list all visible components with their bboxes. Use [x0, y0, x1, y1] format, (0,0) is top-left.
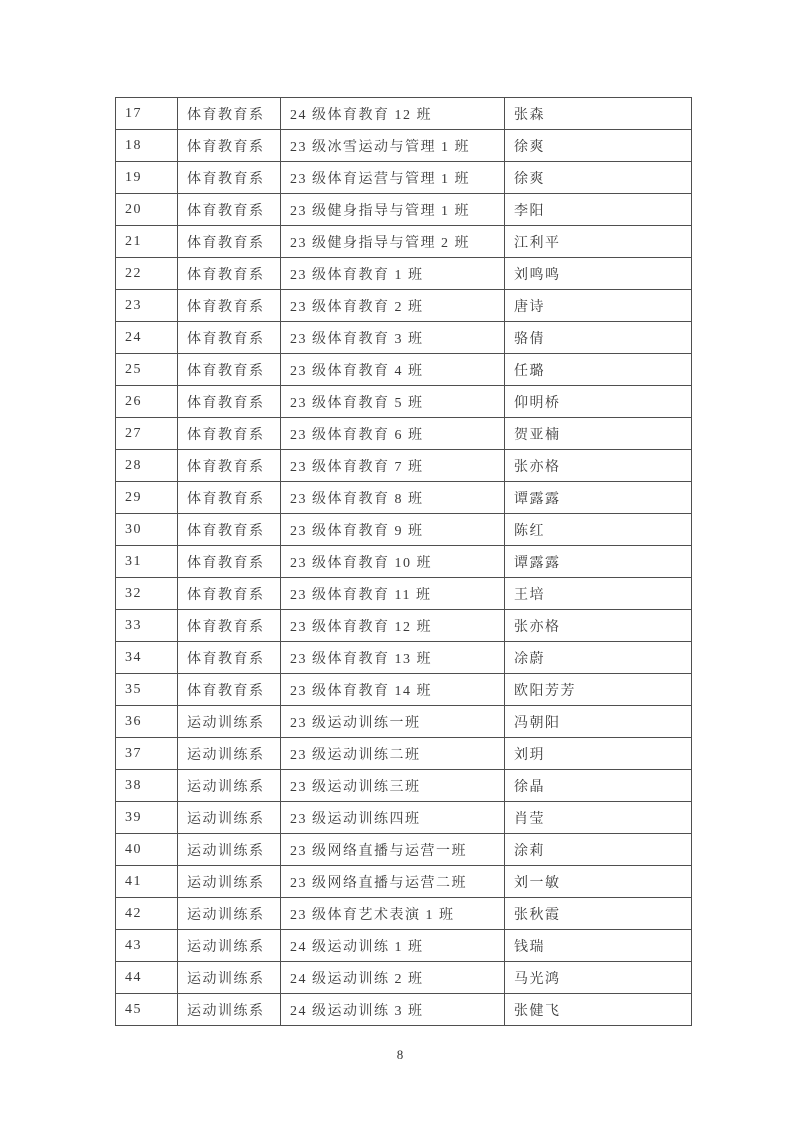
table-row: [116, 322, 692, 354]
cell-person-name: 骆倩: [505, 322, 692, 354]
cell-row-number: 38: [116, 770, 178, 802]
cell-person-name: 李阳: [505, 194, 692, 226]
table-row: [116, 930, 692, 962]
cell-class-name: 23 级体育教育 3 班: [281, 322, 505, 354]
cell-row-number: 39: [116, 802, 178, 834]
cell-class-name: 23 级运动训练二班: [281, 738, 505, 770]
cell-department: 体育教育系: [178, 226, 281, 258]
table-row: [116, 418, 692, 450]
cell-department: 体育教育系: [178, 258, 281, 290]
cell-person-name: 冯朝阳: [505, 706, 692, 738]
cell-row-number: 35: [116, 674, 178, 706]
table-row: [116, 578, 692, 610]
table-row: [116, 962, 692, 994]
cell-department: 运动训练系: [178, 802, 281, 834]
cell-class-name: 23 级体育艺术表演 1 班: [281, 898, 505, 930]
cell-class-name: 23 级网络直播与运营二班: [281, 866, 505, 898]
cell-class-name: 23 级体育教育 11 班: [281, 578, 505, 610]
table-row: [116, 354, 692, 386]
cell-class-name: 23 级体育教育 9 班: [281, 514, 505, 546]
cell-person-name: 任璐: [505, 354, 692, 386]
cell-department: 体育教育系: [178, 354, 281, 386]
cell-person-name: 徐爽: [505, 130, 692, 162]
cell-class-name: 23 级体育教育 6 班: [281, 418, 505, 450]
cell-class-name: 23 级体育教育 10 班: [281, 546, 505, 578]
cell-person-name: 凃蔚: [505, 642, 692, 674]
cell-department: 体育教育系: [178, 578, 281, 610]
cell-department: 体育教育系: [178, 450, 281, 482]
cell-class-name: 23 级体育运营与管理 1 班: [281, 162, 505, 194]
cell-person-name: 欧阳芳芳: [505, 674, 692, 706]
cell-department: 体育教育系: [178, 194, 281, 226]
table-row: [116, 770, 692, 802]
cell-class-name: 23 级健身指导与管理 1 班: [281, 194, 505, 226]
cell-class-name: 23 级体育教育 7 班: [281, 450, 505, 482]
cell-person-name: 江利平: [505, 226, 692, 258]
table-row: [116, 514, 692, 546]
cell-person-name: 刘玥: [505, 738, 692, 770]
cell-row-number: 29: [116, 482, 178, 514]
cell-row-number: 41: [116, 866, 178, 898]
cell-person-name: 涂莉: [505, 834, 692, 866]
cell-department: 体育教育系: [178, 322, 281, 354]
cell-row-number: 19: [116, 162, 178, 194]
cell-row-number: 42: [116, 898, 178, 930]
cell-class-name: 23 级体育教育 5 班: [281, 386, 505, 418]
cell-row-number: 45: [116, 994, 178, 1026]
cell-person-name: 谭露露: [505, 482, 692, 514]
cell-person-name: 刘鸣鸣: [505, 258, 692, 290]
page-number: 8: [396, 1047, 404, 1062]
cell-class-name: 24 级体育教育 12 班: [281, 98, 505, 130]
cell-class-name: 23 级体育教育 13 班: [281, 642, 505, 674]
cell-class-name: 23 级冰雪运动与管理 1 班: [281, 130, 505, 162]
cell-class-name: 24 级运动训练 1 班: [281, 930, 505, 962]
cell-department: 体育教育系: [178, 546, 281, 578]
cell-person-name: 谭露露: [505, 546, 692, 578]
cell-class-name: 23 级网络直播与运营一班: [281, 834, 505, 866]
cell-row-number: 37: [116, 738, 178, 770]
cell-person-name: 张亦格: [505, 610, 692, 642]
cell-class-name: 23 级体育教育 14 班: [281, 674, 505, 706]
cell-person-name: 贺亚楠: [505, 418, 692, 450]
cell-department: 体育教育系: [178, 482, 281, 514]
cell-person-name: 马光鸿: [505, 962, 692, 994]
cell-class-name: 23 级体育教育 12 班: [281, 610, 505, 642]
cell-row-number: 20: [116, 194, 178, 226]
cell-class-name: 24 级运动训练 3 班: [281, 994, 505, 1026]
cell-row-number: 44: [116, 962, 178, 994]
cell-row-number: 18: [116, 130, 178, 162]
cell-row-number: 36: [116, 706, 178, 738]
cell-department: 运动训练系: [178, 834, 281, 866]
cell-department: 运动训练系: [178, 770, 281, 802]
table-row: [116, 802, 692, 834]
table-row: [116, 194, 692, 226]
cell-department: 运动训练系: [178, 866, 281, 898]
cell-row-number: 43: [116, 930, 178, 962]
roster-table: [115, 97, 692, 1026]
cell-class-name: 23 级运动训练三班: [281, 770, 505, 802]
table-row: [116, 546, 692, 578]
table-row: [116, 98, 692, 130]
cell-department: 运动训练系: [178, 994, 281, 1026]
table-row: [116, 738, 692, 770]
table-row: [116, 386, 692, 418]
cell-row-number: 40: [116, 834, 178, 866]
table-row: [116, 258, 692, 290]
cell-department: 体育教育系: [178, 610, 281, 642]
cell-person-name: 徐爽: [505, 162, 692, 194]
cell-department: 体育教育系: [178, 674, 281, 706]
cell-person-name: 肖莹: [505, 802, 692, 834]
cell-person-name: 张秋霞: [505, 898, 692, 930]
cell-department: 运动训练系: [178, 706, 281, 738]
cell-person-name: 仰明桥: [505, 386, 692, 418]
cell-department: 体育教育系: [178, 162, 281, 194]
cell-class-name: 23 级体育教育 1 班: [281, 258, 505, 290]
cell-row-number: 22: [116, 258, 178, 290]
table-row: [116, 706, 692, 738]
table-row: [116, 610, 692, 642]
cell-row-number: 17: [116, 98, 178, 130]
table-row: [116, 994, 692, 1026]
cell-class-name: 23 级健身指导与管理 2 班: [281, 226, 505, 258]
cell-person-name: 徐晶: [505, 770, 692, 802]
cell-person-name: 陈红: [505, 514, 692, 546]
cell-department: 体育教育系: [178, 386, 281, 418]
cell-class-name: 23 级体育教育 4 班: [281, 354, 505, 386]
cell-department: 运动训练系: [178, 738, 281, 770]
table-row: [116, 866, 692, 898]
cell-row-number: 30: [116, 514, 178, 546]
table-row: [116, 482, 692, 514]
cell-row-number: 32: [116, 578, 178, 610]
table-row: [116, 162, 692, 194]
cell-row-number: 21: [116, 226, 178, 258]
cell-department: 体育教育系: [178, 290, 281, 322]
cell-person-name: 王培: [505, 578, 692, 610]
cell-department: 体育教育系: [178, 98, 281, 130]
table-row: [116, 834, 692, 866]
roster-table-body: [116, 98, 692, 1026]
cell-person-name: 唐诗: [505, 290, 692, 322]
table-row: [116, 290, 692, 322]
cell-row-number: 28: [116, 450, 178, 482]
cell-department: 体育教育系: [178, 642, 281, 674]
table-row: [116, 450, 692, 482]
cell-department: 体育教育系: [178, 130, 281, 162]
cell-department: 体育教育系: [178, 514, 281, 546]
cell-row-number: 24: [116, 322, 178, 354]
cell-department: 体育教育系: [178, 418, 281, 450]
cell-class-name: 23 级体育教育 8 班: [281, 482, 505, 514]
cell-person-name: 张森: [505, 98, 692, 130]
table-row: [116, 898, 692, 930]
cell-person-name: 钱瑞: [505, 930, 692, 962]
cell-row-number: 31: [116, 546, 178, 578]
table-row: [116, 674, 692, 706]
cell-row-number: 26: [116, 386, 178, 418]
table-row: [116, 642, 692, 674]
cell-class-name: 23 级运动训练四班: [281, 802, 505, 834]
cell-department: 运动训练系: [178, 962, 281, 994]
cell-class-name: 23 级体育教育 2 班: [281, 290, 505, 322]
cell-person-name: 张亦格: [505, 450, 692, 482]
cell-department: 运动训练系: [178, 930, 281, 962]
cell-class-name: 24 级运动训练 2 班: [281, 962, 505, 994]
cell-class-name: 23 级运动训练一班: [281, 706, 505, 738]
cell-person-name: 张健飞: [505, 994, 692, 1026]
cell-row-number: 27: [116, 418, 178, 450]
cell-row-number: 33: [116, 610, 178, 642]
cell-row-number: 23: [116, 290, 178, 322]
table-row: [116, 226, 692, 258]
cell-row-number: 25: [116, 354, 178, 386]
cell-person-name: 刘一敏: [505, 866, 692, 898]
cell-department: 运动训练系: [178, 898, 281, 930]
cell-row-number: 34: [116, 642, 178, 674]
table-row: [116, 130, 692, 162]
